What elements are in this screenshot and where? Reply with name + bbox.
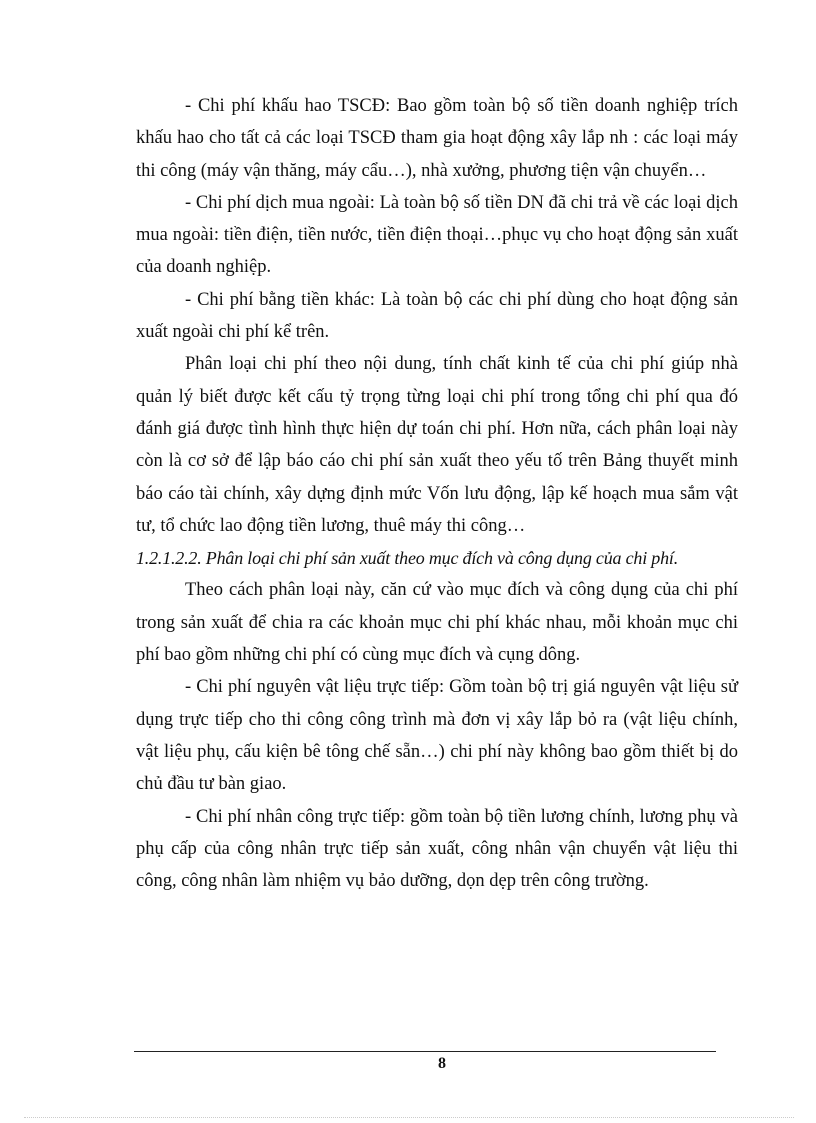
document-body [136, 90, 738, 897]
paragraph-purpose-classification: Theo cách phân loại này, căn cứ vào mục đích và công dụng của chi phí trong sản xuất để chia ra các khoản mục chi phí khác nhau, mỗi khoản mục chi phí bao gồm những chi phí có cùng mục đích và cụng dông. [136, 580, 738, 666]
page-number: 8 [438, 1055, 446, 1072]
paragraph-other-cash-cost: - Chi phí bằng tiền khác: Là toàn bộ các chi phí dùng cho hoạt động sản xuất ngoài chi phí kể trên. [136, 289, 738, 343]
section-heading: 1.2.1.2.2. Phân loại chi phí sản xuất theo mục đích và công dụng của chi phí. [136, 548, 679, 569]
page-bottom-edge [24, 1117, 794, 1118]
footer-divider [134, 1051, 716, 1052]
paragraph-classification-summary: Phân loại chi phí theo nội dung, tính chất kinh tế của chi phí giúp nhà quản lý biết được kết cấu tỷ trọng từng loại chi phí trong tổng chi phí qua đó đánh giá được tình hình thực hiện dự toán chi phí. Hơn nữa, cách phân loại này còn là cơ sở để lập báo cáo chi phí sản xuất theo yếu tố trên Bảng thuyết minh báo cáo tài chính, xây dựng định mức Vốn lưu động, lập kế hoạch mua sắm vật tư, tổ chức lao động tiền lương, thuê máy thi công… [136, 354, 738, 536]
paragraph-outsourced-services-cost: - Chi phí dịch mua ngoài: Là toàn bộ số tiền DN đã chi trả về các loại dịch mua ngoài: tiền điện, tiền nước, tiền điện thoại…phục vụ cho hoạt động sản xuất của doanh nghiệp. [136, 192, 738, 278]
paragraph-direct-materials-cost: - Chi phí nguyên vật liệu trực tiếp: Gồm toàn bộ trị giá nguyên vật liệu sử dụng trực tiếp cho thi công công trình mà đơn vị xây lắp bỏ ra (vật liệu chính, vật liệu phụ, cấu kiện bê tông chế sẵn…) chi phí này không bao gồm thiết bị do chủ đầu tư bàn giao. [136, 677, 738, 795]
paragraph-direct-labor-cost: - Chi phí nhân công trực tiếp: gồm toàn bộ tiền lương chính, lương phụ và phụ cấp của công nhân trực tiếp sản xuất, công nhân vận chuyển vật liệu thi công, công nhân làm nhiệm vụ bảo dưỡng, dọn dẹp trên công trường. [136, 806, 738, 892]
paragraph-depreciation-cost: - Chi phí khấu hao TSCĐ: Bao gồm toàn bộ số tiền doanh nghiệp trích khấu hao cho tất cả các loại TSCĐ tham gia hoạt động xây lắp nh : các loại máy thi công (máy vận thăng, máy cẩu…), nhà xưởng, phương tiện vận chuyển… [136, 96, 738, 181]
